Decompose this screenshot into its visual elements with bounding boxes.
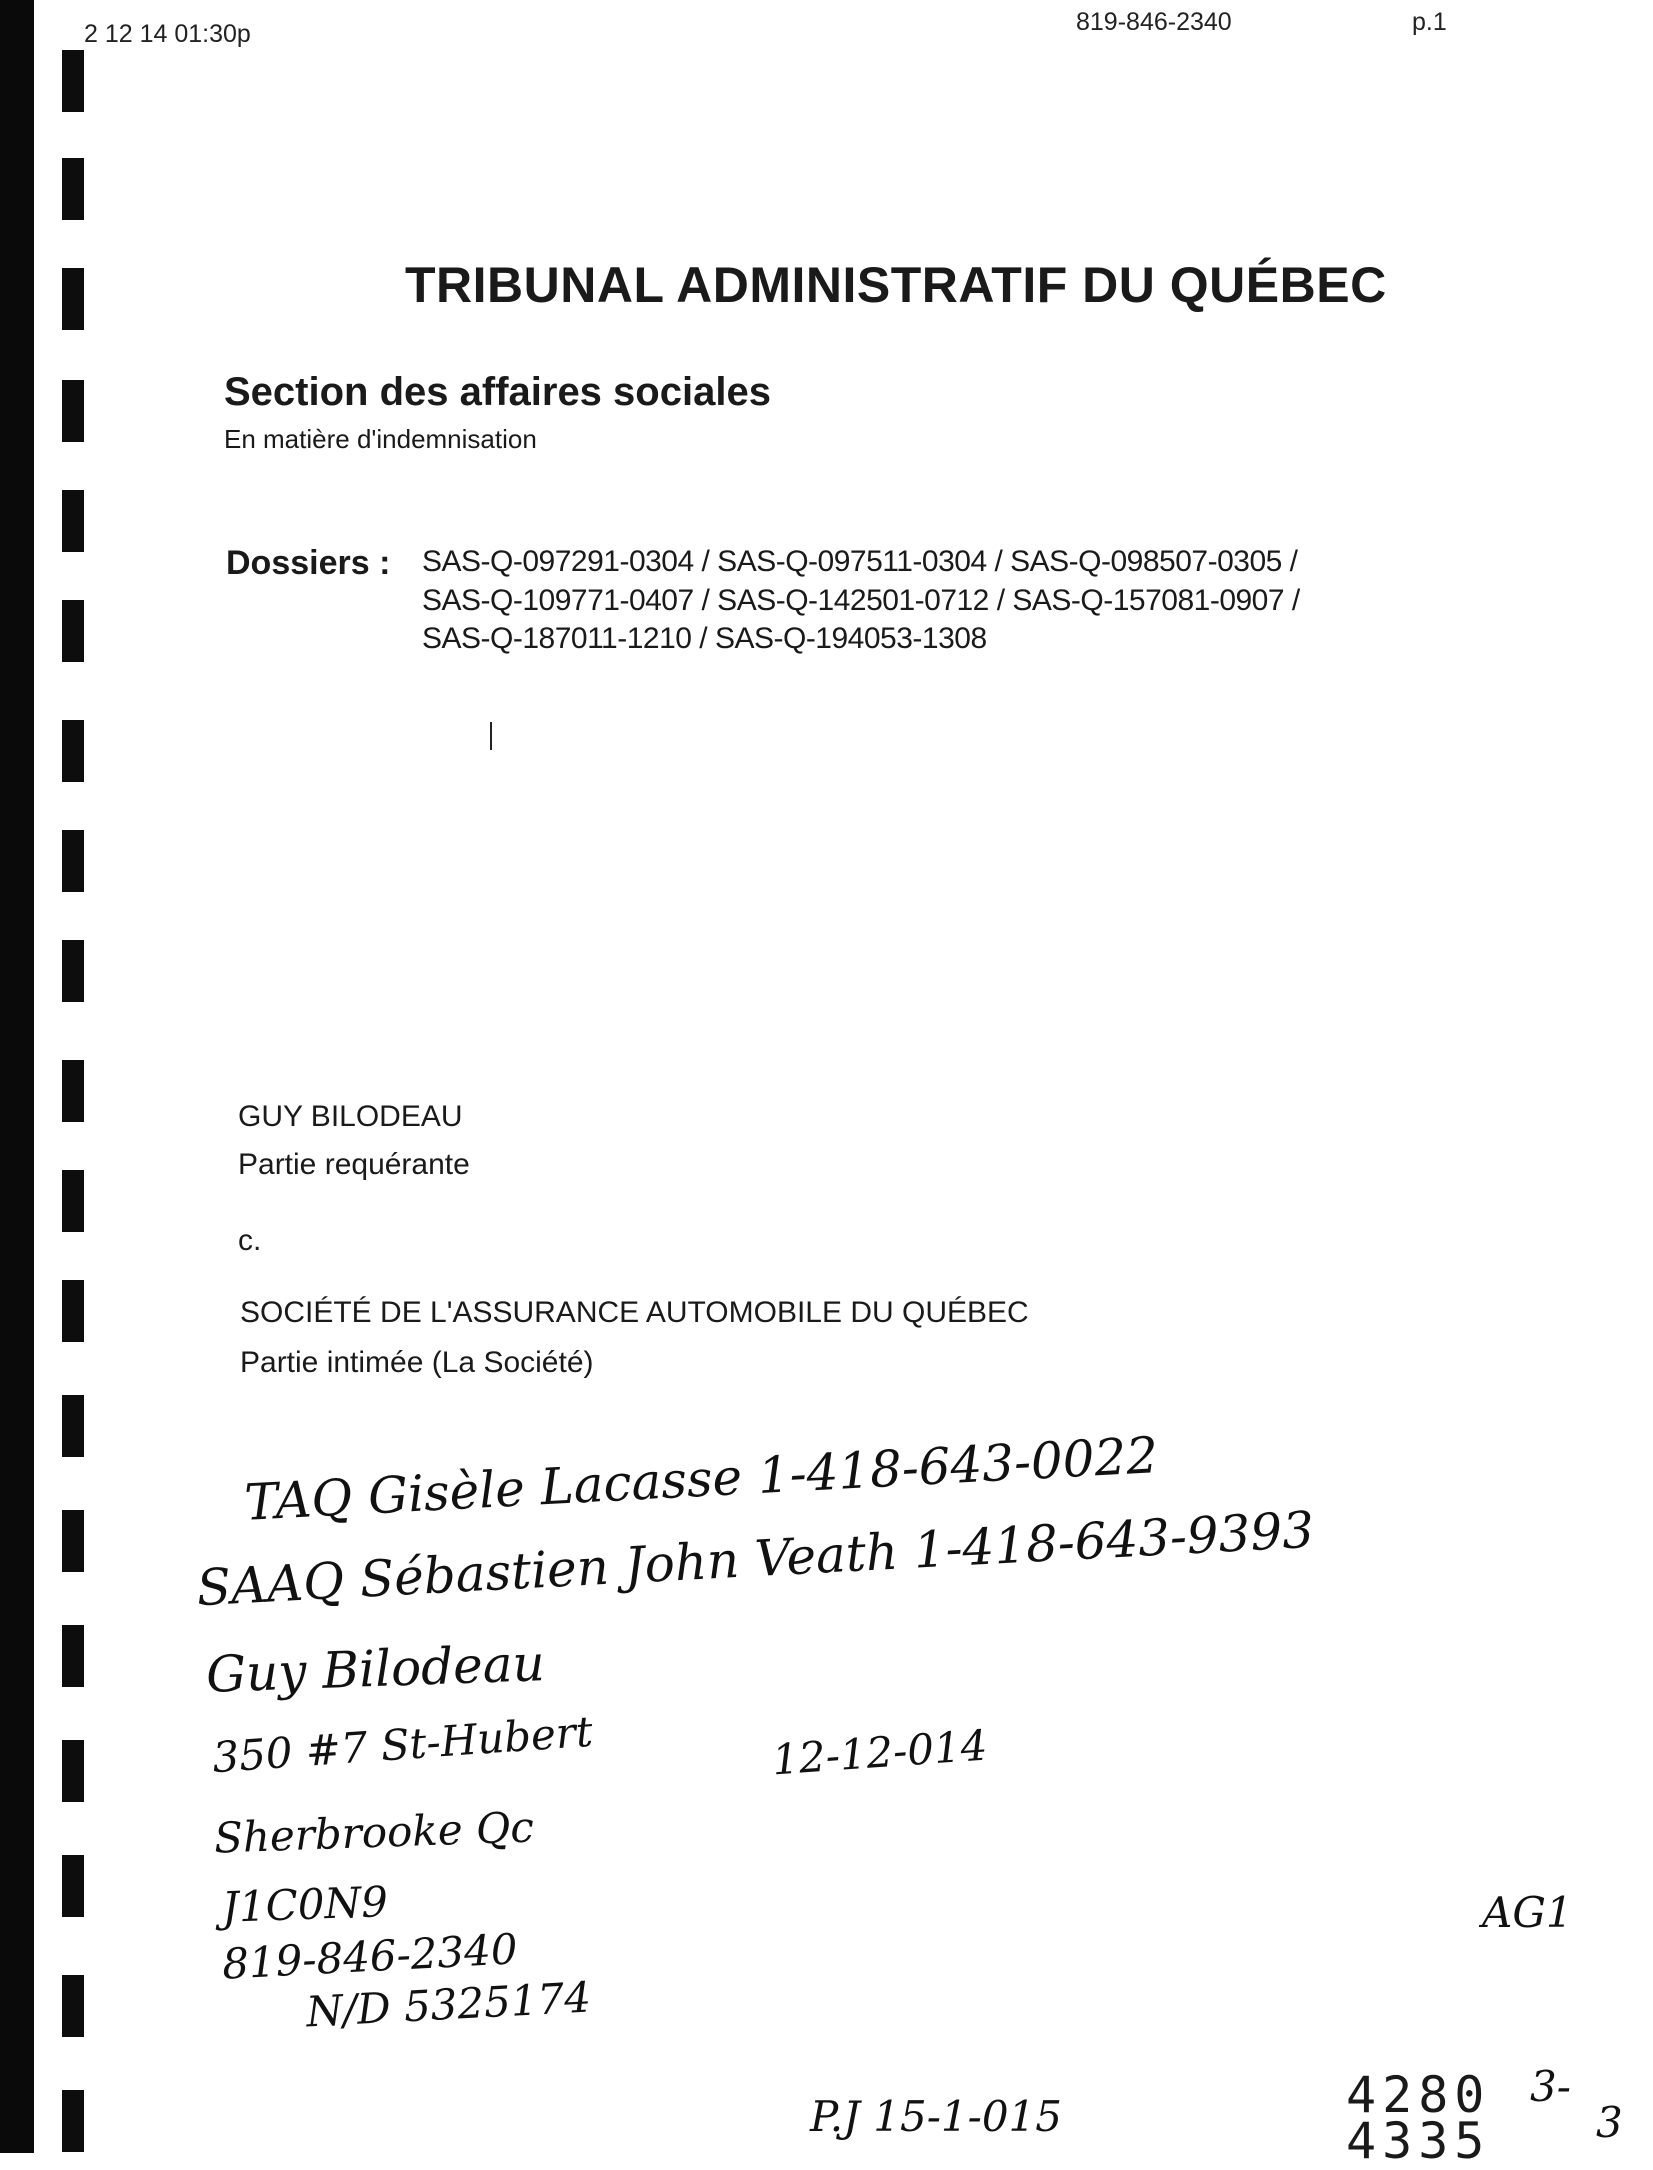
punch-hole bbox=[62, 940, 84, 1002]
punch-hole bbox=[62, 1855, 84, 1917]
fax-page-number: p.1 bbox=[1412, 8, 1447, 36]
punch-hole bbox=[62, 380, 84, 442]
punch-hole bbox=[62, 158, 84, 220]
binding-edge bbox=[0, 0, 34, 2153]
dossiers-label: Dossiers : bbox=[226, 544, 391, 582]
dossier-line: SAS-Q-097291-0304 / SAS-Q-097511-0304 / SAS-Q-098507-0305 / bbox=[422, 545, 1298, 578]
handwritten-address-city: Sherbrooke Qc bbox=[213, 1802, 535, 1863]
handwritten-initials: AG1 bbox=[1482, 1888, 1573, 1937]
stamp-suffix-bottom: 3 bbox=[1596, 2098, 1623, 2147]
handwritten-phone: 819-846-2340 bbox=[220, 1924, 519, 1989]
dossier-line: SAS-Q-109771-0407 / SAS-Q-142501-0712 / SAS-Q-157081-0907 / bbox=[422, 584, 1300, 617]
punch-hole bbox=[62, 490, 84, 552]
punch-hole bbox=[62, 1280, 84, 1342]
handwritten-signature: Guy Bilodeau bbox=[205, 1634, 546, 1704]
punch-hole bbox=[62, 1060, 84, 1122]
handwritten-saaq-contact: SAAQ Sébastien John Veath 1-418-643-9393 bbox=[195, 1500, 1316, 1618]
punch-hole bbox=[62, 50, 84, 112]
applicant-role: Partie requérante bbox=[238, 1148, 470, 1181]
punch-hole bbox=[62, 1975, 84, 2037]
punch-hole bbox=[62, 830, 84, 892]
punch-hole bbox=[62, 268, 84, 330]
versus: c. bbox=[238, 1224, 262, 1257]
stamp-number-top: 4280 bbox=[1346, 2066, 1491, 2124]
punch-hole bbox=[62, 1510, 84, 1572]
handwritten-address-street: 350 #7 St-Hubert bbox=[210, 1706, 595, 1783]
applicant-name: GUY BILODEAU bbox=[238, 1100, 463, 1133]
section-heading: Section des affaires sociales bbox=[224, 370, 771, 414]
punch-hole bbox=[62, 720, 84, 782]
punch-hole bbox=[62, 2090, 84, 2152]
handwritten-reference: N/D 5325174 bbox=[304, 1972, 593, 2037]
punch-hole bbox=[62, 1170, 84, 1232]
stamp-number-bottom: 4335 bbox=[1346, 2112, 1491, 2170]
fax-datetime: 2 12 14 01:30p bbox=[84, 20, 251, 48]
text-cursor-mark bbox=[490, 722, 492, 750]
punch-hole bbox=[62, 1740, 84, 1802]
handwritten-file-ref: P.J 15-1-015 bbox=[810, 2092, 1062, 2141]
handwritten-taq-contact: TAQ Gisèle Lacasse 1-418-643-0022 bbox=[243, 1426, 1160, 1532]
respondent-name: SOCIÉTÉ DE L'ASSURANCE AUTOMOBILE DU QUÉBEC bbox=[240, 1296, 1029, 1329]
handwritten-date: 12-12-014 bbox=[770, 1720, 989, 1785]
tribunal-title: TRIBUNAL ADMINISTRATIF DU QUÉBEC bbox=[405, 257, 1387, 313]
handwritten-postal-code: J1C0N9 bbox=[221, 1877, 389, 1932]
respondent-role: Partie intimée (La Société) bbox=[240, 1346, 594, 1379]
punch-hole bbox=[62, 600, 84, 662]
stamp-suffix-top: 3- bbox=[1530, 2062, 1571, 2111]
punch-hole bbox=[62, 1395, 84, 1457]
dossier-line: SAS-Q-187011-1210 / SAS-Q-194053-1308 bbox=[422, 622, 987, 655]
fax-phone: 819-846-2340 bbox=[1076, 8, 1232, 36]
subject-line: En matière d'indemnisation bbox=[224, 424, 537, 454]
punch-hole bbox=[62, 1625, 84, 1687]
